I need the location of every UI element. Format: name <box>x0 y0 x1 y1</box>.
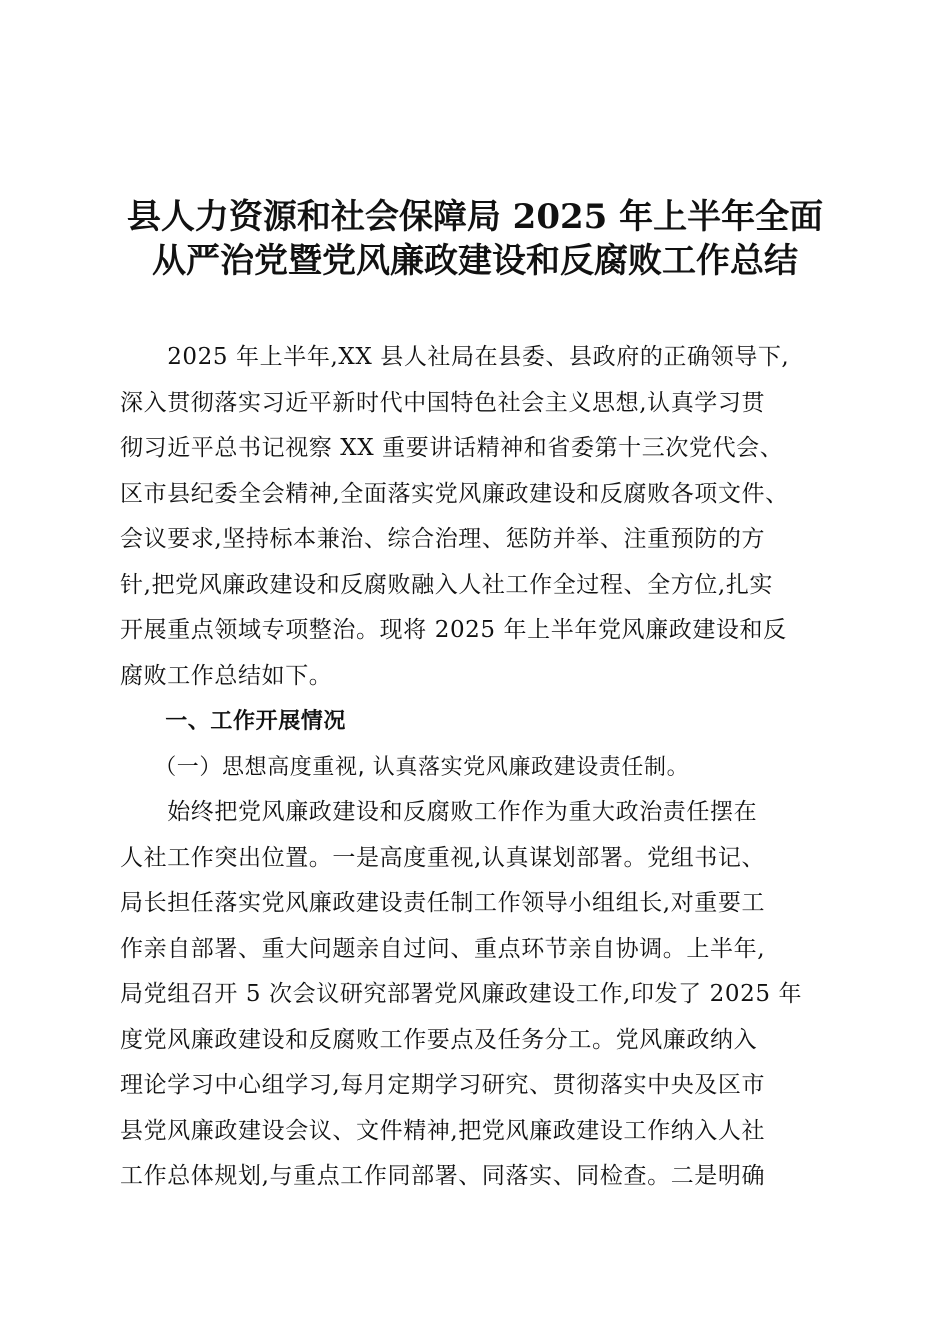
document-body <box>120 335 832 1200</box>
body-line: 理论学习中心组学习,每月定期学习研究、贯彻落实中央及区市 <box>120 1072 766 1098</box>
subsection-heading: （一）思想高度重视, 认真落实党风廉政建设责任制。 <box>120 754 690 780</box>
body-line: 区市县纪委全会精神,全面落实党风廉政建设和反腐败各项文件、 <box>120 480 789 507</box>
body-line: 彻习近平总书记视察 XX 重要讲话精神和省委第十三次党代会、 <box>120 435 784 461</box>
body-line: 局长担任落实党风廉政建设责任制工作领导小组组长,对重要工 <box>120 890 766 916</box>
body-line: 局党组召开 5 次会议研究部署党风廉政建设工作,印发了 2025 年 <box>120 981 803 1007</box>
body-line: 腐败工作总结如下。 <box>120 662 333 689</box>
body-line: 始终把党风廉政建设和反腐败工作作为重大政治责任摆在 <box>120 799 758 825</box>
body-line: 县党风廉政建设会议、文件精神,把党风廉政建设工作纳入人社 <box>120 1117 766 1144</box>
body-line: 作亲自部署、重大问题亲自过问、重点环节亲自协调。上半年, <box>120 935 766 962</box>
body-line: 针,把党风廉政建设和反腐败融入人社工作全过程、全方位,扎实 <box>120 571 774 598</box>
body-line: 度党风廉政建设和反腐败工作要点及任务分工。党风廉政纳入 <box>120 1026 758 1053</box>
body-line: 人社工作突出位置。一是高度重视,认真谋划部署。党组书记、 <box>120 844 766 871</box>
body-line: 深入贯彻落实习近平新时代中国特色社会主义思想,认真学习贯 <box>120 389 766 416</box>
body-line: 会议要求,坚持标本兼治、综合治理、惩防并举、注重预防的方 <box>120 526 766 552</box>
document-title <box>100 195 850 283</box>
title-line-2: 从严治党暨党风廉政建设和反腐败工作总结 <box>152 241 798 281</box>
body-line: 开展重点领域专项整治。现将 2025 年上半年党风廉政建设和反 <box>120 617 787 643</box>
section-heading: 一、工作开展情况 <box>120 709 347 734</box>
body-line: 工作总体规划,与重点工作同部署、同落实、同检查。二是明确 <box>120 1163 766 1189</box>
title-line-1: 县人力资源和社会保障局 2025 年上半年全面 <box>126 197 824 237</box>
body-line: 2025 年上半年,XX 县人社局在县委、县政府的正确领导下, <box>120 344 790 370</box>
